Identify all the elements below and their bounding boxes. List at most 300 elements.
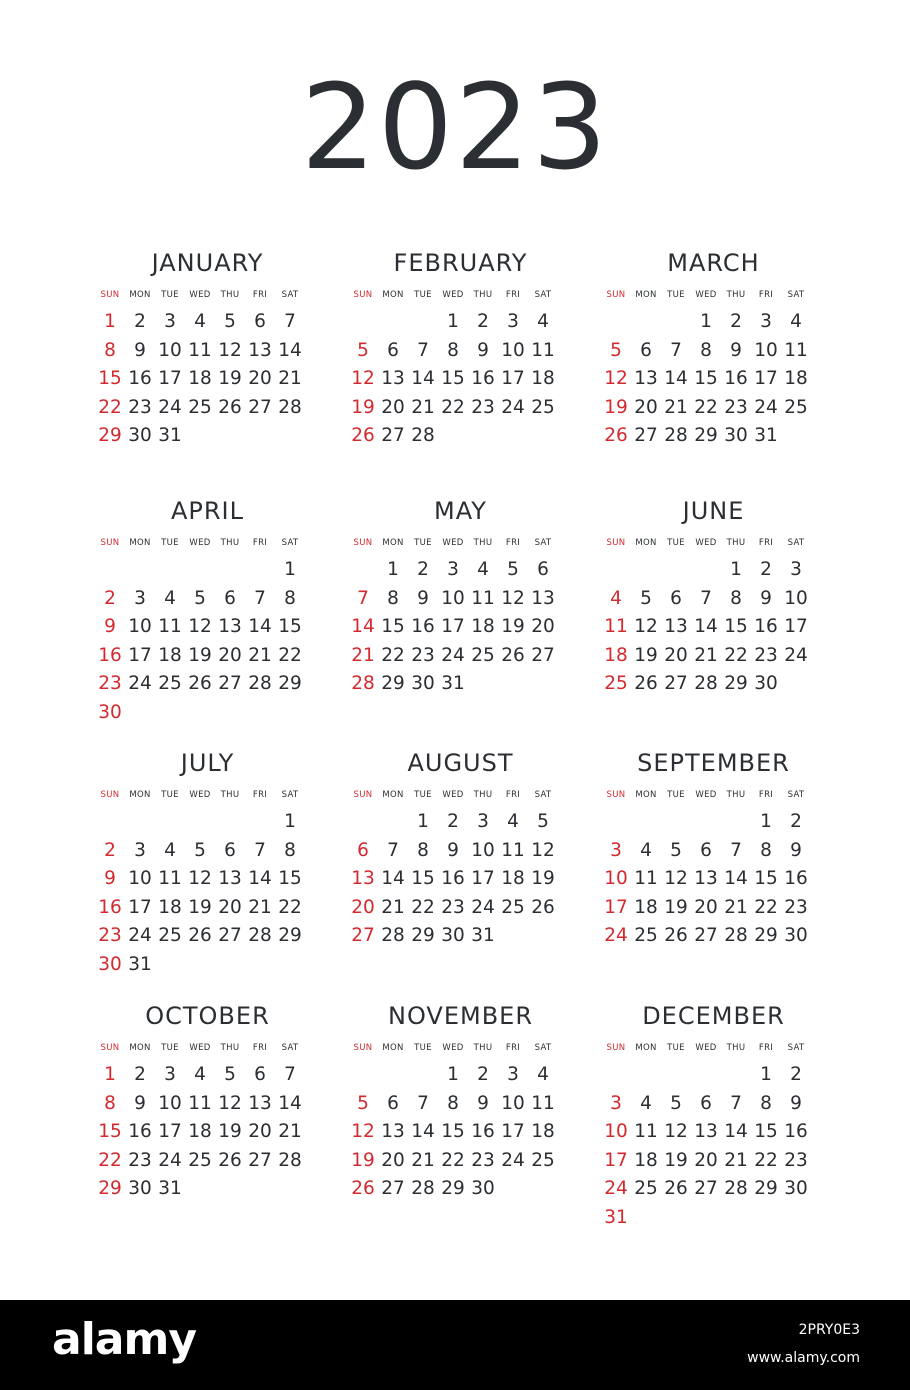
day-cell: 19 bbox=[664, 896, 688, 918]
day-cell: 19 bbox=[531, 868, 555, 889]
weekday-label: TUE bbox=[414, 1043, 432, 1053]
day-cell: 22 bbox=[694, 396, 718, 418]
day-cell: 10 bbox=[471, 839, 495, 861]
weekday-label: WED bbox=[695, 290, 717, 300]
day-cell: 13 bbox=[694, 1121, 718, 1142]
weekday-label: MON bbox=[129, 290, 151, 300]
day-cell: 23 bbox=[98, 673, 122, 694]
day-cell: 7 bbox=[730, 1092, 742, 1114]
weekday-label: TUE bbox=[161, 790, 179, 800]
day-cell: 5 bbox=[194, 587, 206, 609]
weekday-label: MON bbox=[635, 290, 657, 300]
day-cell: 25 bbox=[634, 925, 658, 946]
day-cell: 12 bbox=[351, 368, 375, 389]
day-cell: 29 bbox=[278, 673, 302, 694]
day-cell: 11 bbox=[634, 868, 658, 889]
day-cell: 26 bbox=[218, 1149, 242, 1171]
day-cell: 4 bbox=[640, 839, 652, 861]
watermark-footer bbox=[0, 1300, 910, 1390]
day-cell: 25 bbox=[531, 1149, 555, 1171]
day-cell: 14 bbox=[724, 868, 748, 889]
day-cell: 20 bbox=[381, 1149, 405, 1171]
day-cell: 12 bbox=[634, 616, 658, 637]
weekday-label: MON bbox=[635, 790, 657, 800]
day-cell: 18 bbox=[604, 644, 628, 666]
weekday-label: SAT bbox=[787, 790, 805, 800]
day-cell: 5 bbox=[610, 339, 622, 361]
day-cell: 8 bbox=[447, 339, 459, 361]
day-cell: 5 bbox=[640, 587, 652, 609]
day-cell: 21 bbox=[351, 644, 375, 666]
weekday-label: FRI bbox=[252, 290, 268, 300]
day-cell: 13 bbox=[248, 1092, 272, 1114]
month-title: JUNE bbox=[682, 497, 745, 525]
day-cell: 2 bbox=[760, 559, 772, 580]
day-cell: 27 bbox=[531, 644, 555, 666]
day-cell: 24 bbox=[128, 673, 152, 694]
day-cell: 18 bbox=[158, 896, 182, 918]
day-cell: 31 bbox=[128, 953, 152, 975]
day-cell: 11 bbox=[501, 839, 525, 861]
day-cell: 16 bbox=[128, 368, 152, 389]
weekday-label: TUE bbox=[667, 290, 685, 300]
day-cell: 7 bbox=[730, 839, 742, 861]
weekday-label: SAT bbox=[534, 1043, 552, 1053]
day-cell: 27 bbox=[381, 425, 405, 446]
day-cell: 11 bbox=[531, 1092, 555, 1114]
weekday-label: WED bbox=[695, 538, 717, 548]
day-cell: 4 bbox=[194, 311, 206, 332]
day-cell: 22 bbox=[381, 644, 405, 666]
day-cell: 7 bbox=[670, 339, 682, 361]
day-cell: 9 bbox=[134, 339, 146, 361]
day-cell: 13 bbox=[218, 616, 242, 637]
day-cell: 2 bbox=[447, 811, 459, 832]
day-cell: 21 bbox=[724, 1149, 748, 1171]
day-cell: 13 bbox=[664, 616, 688, 637]
day-cell: 17 bbox=[501, 1121, 525, 1142]
weekday-label: WED bbox=[189, 1043, 211, 1053]
day-cell: 14 bbox=[664, 368, 688, 389]
day-cell: 22 bbox=[278, 896, 302, 918]
weekday-label: SUN bbox=[353, 290, 373, 300]
day-cell: 24 bbox=[128, 925, 152, 946]
day-cell: 13 bbox=[531, 587, 555, 609]
day-cell: 31 bbox=[754, 425, 778, 446]
day-cell: 15 bbox=[278, 616, 302, 637]
day-cell: 28 bbox=[248, 673, 272, 694]
day-cell: 8 bbox=[417, 839, 429, 861]
day-cell: 31 bbox=[158, 425, 182, 446]
month-title: OCTOBER bbox=[145, 1002, 270, 1030]
weekday-label: FRI bbox=[505, 538, 521, 548]
day-cell: 23 bbox=[98, 925, 122, 946]
weekday-label: TUE bbox=[667, 538, 685, 548]
weekday-label: WED bbox=[695, 790, 717, 800]
day-cell: 18 bbox=[501, 868, 525, 889]
day-cell: 14 bbox=[278, 339, 302, 361]
day-cell: 18 bbox=[188, 368, 212, 389]
day-cell: 30 bbox=[784, 1178, 808, 1199]
day-cell: 31 bbox=[158, 1178, 182, 1199]
day-cell: 28 bbox=[664, 425, 688, 446]
day-cell: 20 bbox=[694, 1149, 718, 1171]
day-cell: 6 bbox=[640, 339, 652, 361]
day-cell: 11 bbox=[531, 339, 555, 361]
day-cell: 28 bbox=[724, 1178, 748, 1199]
day-cell: 27 bbox=[218, 673, 242, 694]
day-cell: 1 bbox=[284, 559, 296, 580]
day-cell: 30 bbox=[98, 701, 122, 723]
day-cell: 6 bbox=[254, 1064, 266, 1085]
day-cell: 21 bbox=[381, 896, 405, 918]
day-cell: 21 bbox=[278, 368, 302, 389]
weekday-label: TUE bbox=[161, 290, 179, 300]
month-title: APRIL bbox=[170, 497, 244, 525]
day-cell: 3 bbox=[447, 559, 459, 580]
weekday-label: WED bbox=[442, 538, 464, 548]
weekday-label: MON bbox=[382, 538, 404, 548]
day-cell: 7 bbox=[254, 587, 266, 609]
day-cell: 15 bbox=[98, 1121, 122, 1142]
day-cell: 10 bbox=[754, 339, 778, 361]
day-cell: 25 bbox=[634, 1178, 658, 1199]
day-cell: 7 bbox=[417, 339, 429, 361]
day-cell: 29 bbox=[98, 1178, 122, 1199]
day-cell: 12 bbox=[501, 587, 525, 609]
day-cell: 10 bbox=[501, 1092, 525, 1114]
day-cell: 12 bbox=[664, 1121, 688, 1142]
day-cell: 23 bbox=[724, 396, 748, 418]
weekday-label: THU bbox=[473, 538, 493, 548]
weekday-label: SUN bbox=[606, 538, 626, 548]
weekday-label: SUN bbox=[606, 790, 626, 800]
day-cell: 28 bbox=[411, 1178, 435, 1199]
weekday-label: THU bbox=[220, 1043, 240, 1053]
day-cell: 5 bbox=[357, 339, 369, 361]
day-cell: 21 bbox=[248, 644, 272, 666]
weekday-label: WED bbox=[189, 290, 211, 300]
day-cell: 16 bbox=[471, 1121, 495, 1142]
day-cell: 20 bbox=[531, 616, 555, 637]
day-cell: 5 bbox=[357, 1092, 369, 1114]
day-cell: 17 bbox=[158, 368, 182, 389]
day-cell: 7 bbox=[700, 587, 712, 609]
day-cell: 17 bbox=[784, 616, 808, 637]
day-cell: 3 bbox=[507, 311, 519, 332]
day-cell: 21 bbox=[694, 644, 718, 666]
day-cell: 24 bbox=[754, 396, 778, 418]
day-cell: 9 bbox=[417, 587, 429, 609]
day-cell: 20 bbox=[218, 644, 242, 666]
day-cell: 16 bbox=[471, 368, 495, 389]
day-cell: 20 bbox=[248, 1121, 272, 1142]
day-cell: 2 bbox=[104, 587, 116, 609]
day-cell: 8 bbox=[730, 587, 742, 609]
brand-logo: alamy bbox=[52, 1314, 196, 1365]
day-cell: 10 bbox=[128, 868, 152, 889]
day-cell: 24 bbox=[471, 896, 495, 918]
day-cell: 24 bbox=[158, 396, 182, 418]
day-cell: 27 bbox=[248, 1149, 272, 1171]
day-cell: 6 bbox=[224, 587, 236, 609]
day-cell: 25 bbox=[158, 925, 182, 946]
day-cell: 3 bbox=[507, 1064, 519, 1085]
weekday-label: FRI bbox=[252, 1043, 268, 1053]
day-cell: 20 bbox=[218, 896, 242, 918]
weekday-label: SAT bbox=[534, 538, 552, 548]
day-cell: 15 bbox=[381, 616, 405, 637]
weekday-label: THU bbox=[726, 790, 746, 800]
day-cell: 1 bbox=[700, 311, 712, 332]
day-cell: 15 bbox=[441, 368, 465, 389]
month-title: JULY bbox=[180, 749, 235, 777]
day-cell: 14 bbox=[381, 868, 405, 889]
day-cell: 9 bbox=[104, 616, 116, 637]
day-cell: 11 bbox=[158, 868, 182, 889]
weekday-label: SUN bbox=[353, 538, 373, 548]
day-cell: 31 bbox=[604, 1206, 628, 1228]
day-cell: 18 bbox=[634, 1149, 658, 1171]
day-cell: 2 bbox=[730, 311, 742, 332]
day-cell: 14 bbox=[724, 1121, 748, 1142]
weekday-label: WED bbox=[189, 790, 211, 800]
day-cell: 6 bbox=[670, 587, 682, 609]
day-cell: 17 bbox=[128, 644, 152, 666]
weekday-label: THU bbox=[726, 1043, 746, 1053]
day-cell: 19 bbox=[501, 616, 525, 637]
day-cell: 9 bbox=[134, 1092, 146, 1114]
day-cell: 13 bbox=[351, 868, 375, 889]
weekday-label: TUE bbox=[414, 538, 432, 548]
day-cell: 29 bbox=[441, 1178, 465, 1199]
day-cell: 30 bbox=[441, 925, 465, 946]
day-cell: 11 bbox=[471, 587, 495, 609]
weekday-label: SUN bbox=[606, 290, 626, 300]
weekday-label: FRI bbox=[758, 1043, 774, 1053]
weekday-label: MON bbox=[635, 1043, 657, 1053]
day-cell: 9 bbox=[790, 839, 802, 861]
weekday-label: SAT bbox=[281, 538, 299, 548]
weekday-label: SUN bbox=[606, 1043, 626, 1053]
day-cell: 14 bbox=[411, 368, 435, 389]
day-cell: 28 bbox=[694, 673, 718, 694]
day-cell: 10 bbox=[784, 587, 808, 609]
day-cell: 18 bbox=[158, 644, 182, 666]
day-cell: 24 bbox=[501, 1149, 525, 1171]
day-cell: 2 bbox=[790, 811, 802, 832]
day-cell: 25 bbox=[604, 673, 628, 694]
day-cell: 22 bbox=[98, 1149, 122, 1171]
day-cell: 31 bbox=[441, 673, 465, 694]
weekday-label: THU bbox=[473, 790, 493, 800]
day-cell: 22 bbox=[754, 1149, 778, 1171]
day-cell: 13 bbox=[634, 368, 658, 389]
day-cell: 8 bbox=[760, 839, 772, 861]
day-cell: 16 bbox=[98, 896, 122, 918]
day-cell: 11 bbox=[604, 616, 628, 637]
day-cell: 23 bbox=[128, 1149, 152, 1171]
day-cell: 27 bbox=[634, 425, 658, 446]
day-cell: 4 bbox=[164, 587, 176, 609]
day-cell: 13 bbox=[218, 868, 242, 889]
day-cell: 11 bbox=[188, 339, 212, 361]
day-cell: 3 bbox=[610, 839, 622, 861]
day-cell: 1 bbox=[447, 311, 459, 332]
month-title: JANUARY bbox=[151, 249, 264, 277]
day-cell: 15 bbox=[441, 1121, 465, 1142]
day-cell: 17 bbox=[604, 1149, 628, 1171]
weekday-label: TUE bbox=[161, 1043, 179, 1053]
weekday-label: SAT bbox=[787, 290, 805, 300]
day-cell: 18 bbox=[784, 368, 808, 389]
month-april bbox=[95, 496, 320, 726]
day-cell: 28 bbox=[248, 925, 272, 946]
day-cell: 15 bbox=[754, 868, 778, 889]
day-cell: 4 bbox=[507, 811, 519, 832]
day-cell: 22 bbox=[441, 396, 465, 418]
month-january bbox=[95, 248, 320, 478]
day-cell: 25 bbox=[531, 396, 555, 418]
month-title: MAY bbox=[434, 497, 487, 525]
day-cell: 6 bbox=[700, 839, 712, 861]
day-cell: 7 bbox=[284, 1064, 296, 1085]
day-cell: 19 bbox=[351, 1149, 375, 1171]
day-cell: 28 bbox=[381, 925, 405, 946]
day-cell: 28 bbox=[278, 1149, 302, 1171]
day-cell: 7 bbox=[387, 839, 399, 861]
month-title: SEPTEMBER bbox=[637, 749, 790, 777]
weekday-label: MON bbox=[129, 1043, 151, 1053]
day-cell: 9 bbox=[477, 339, 489, 361]
day-cell: 24 bbox=[501, 396, 525, 418]
weekday-label: WED bbox=[695, 1043, 717, 1053]
day-cell: 28 bbox=[278, 396, 302, 418]
weekday-label: MON bbox=[635, 538, 657, 548]
day-cell: 19 bbox=[188, 644, 212, 666]
day-cell: 3 bbox=[164, 1064, 176, 1085]
day-cell: 10 bbox=[604, 1121, 628, 1142]
day-cell: 5 bbox=[224, 311, 236, 332]
day-cell: 30 bbox=[98, 953, 122, 975]
weekday-label: FRI bbox=[758, 290, 774, 300]
day-cell: 17 bbox=[441, 616, 465, 637]
day-cell: 16 bbox=[784, 1121, 808, 1142]
day-cell: 14 bbox=[278, 1092, 302, 1114]
day-cell: 26 bbox=[218, 396, 242, 418]
day-cell: 26 bbox=[604, 425, 628, 446]
day-cell: 1 bbox=[417, 811, 429, 832]
day-cell: 22 bbox=[411, 896, 435, 918]
month-march bbox=[601, 248, 826, 478]
day-cell: 1 bbox=[104, 311, 116, 332]
day-cell: 29 bbox=[754, 1178, 778, 1199]
day-cell: 27 bbox=[248, 396, 272, 418]
day-cell: 25 bbox=[784, 396, 808, 418]
day-cell: 7 bbox=[284, 311, 296, 332]
weekday-label: FRI bbox=[758, 538, 774, 548]
day-cell: 30 bbox=[128, 1178, 152, 1199]
day-cell: 12 bbox=[664, 868, 688, 889]
day-cell: 17 bbox=[158, 1121, 182, 1142]
day-cell: 7 bbox=[254, 839, 266, 861]
day-cell: 21 bbox=[664, 396, 688, 418]
day-cell: 18 bbox=[531, 368, 555, 389]
month-title: DECEMBER bbox=[642, 1002, 785, 1030]
day-cell: 4 bbox=[790, 311, 802, 332]
day-cell: 26 bbox=[351, 425, 375, 446]
day-cell: 12 bbox=[531, 839, 555, 861]
day-cell: 9 bbox=[760, 587, 772, 609]
day-cell: 1 bbox=[760, 811, 772, 832]
day-cell: 29 bbox=[694, 425, 718, 446]
day-cell: 25 bbox=[188, 1149, 212, 1171]
day-cell: 8 bbox=[104, 1092, 116, 1114]
day-cell: 3 bbox=[134, 587, 146, 609]
day-cell: 27 bbox=[218, 925, 242, 946]
day-cell: 3 bbox=[610, 1092, 622, 1114]
day-cell: 29 bbox=[278, 925, 302, 946]
month-july bbox=[95, 748, 320, 978]
day-cell: 11 bbox=[188, 1092, 212, 1114]
weekday-label: SUN bbox=[353, 1043, 373, 1053]
month-november bbox=[348, 1001, 573, 1231]
day-cell: 25 bbox=[471, 644, 495, 666]
day-cell: 1 bbox=[284, 811, 296, 832]
day-cell: 23 bbox=[471, 1149, 495, 1171]
day-cell: 26 bbox=[531, 896, 555, 918]
day-cell: 28 bbox=[351, 673, 375, 694]
day-cell: 16 bbox=[754, 616, 778, 637]
day-cell: 23 bbox=[784, 896, 808, 918]
day-cell: 20 bbox=[664, 644, 688, 666]
day-cell: 30 bbox=[411, 673, 435, 694]
day-cell: 18 bbox=[471, 616, 495, 637]
day-cell: 13 bbox=[248, 339, 272, 361]
day-cell: 16 bbox=[784, 868, 808, 889]
month-title: AUGUST bbox=[407, 749, 514, 777]
weekday-label: WED bbox=[442, 790, 464, 800]
day-cell: 4 bbox=[537, 311, 549, 332]
day-cell: 23 bbox=[784, 1149, 808, 1171]
day-cell: 11 bbox=[634, 1121, 658, 1142]
weekday-label: FRI bbox=[252, 538, 268, 548]
day-cell: 4 bbox=[477, 559, 489, 580]
day-cell: 29 bbox=[381, 673, 405, 694]
image-id: 2PRY0E3 bbox=[798, 1322, 860, 1338]
day-cell: 8 bbox=[284, 839, 296, 861]
day-cell: 17 bbox=[471, 868, 495, 889]
day-cell: 20 bbox=[694, 896, 718, 918]
weekday-label: FRI bbox=[505, 290, 521, 300]
day-cell: 18 bbox=[188, 1121, 212, 1142]
day-cell: 12 bbox=[188, 868, 212, 889]
day-cell: 26 bbox=[188, 673, 212, 694]
day-cell: 18 bbox=[531, 1121, 555, 1142]
day-cell: 29 bbox=[724, 673, 748, 694]
day-cell: 23 bbox=[441, 896, 465, 918]
day-cell: 3 bbox=[164, 311, 176, 332]
day-cell: 1 bbox=[387, 559, 399, 580]
day-cell: 1 bbox=[730, 559, 742, 580]
weekday-label: MON bbox=[129, 790, 151, 800]
day-cell: 3 bbox=[790, 559, 802, 580]
day-cell: 28 bbox=[411, 425, 435, 446]
day-cell: 21 bbox=[724, 896, 748, 918]
month-title: NOVEMBER bbox=[387, 1002, 533, 1030]
weekday-label: SUN bbox=[100, 790, 120, 800]
day-cell: 4 bbox=[164, 839, 176, 861]
